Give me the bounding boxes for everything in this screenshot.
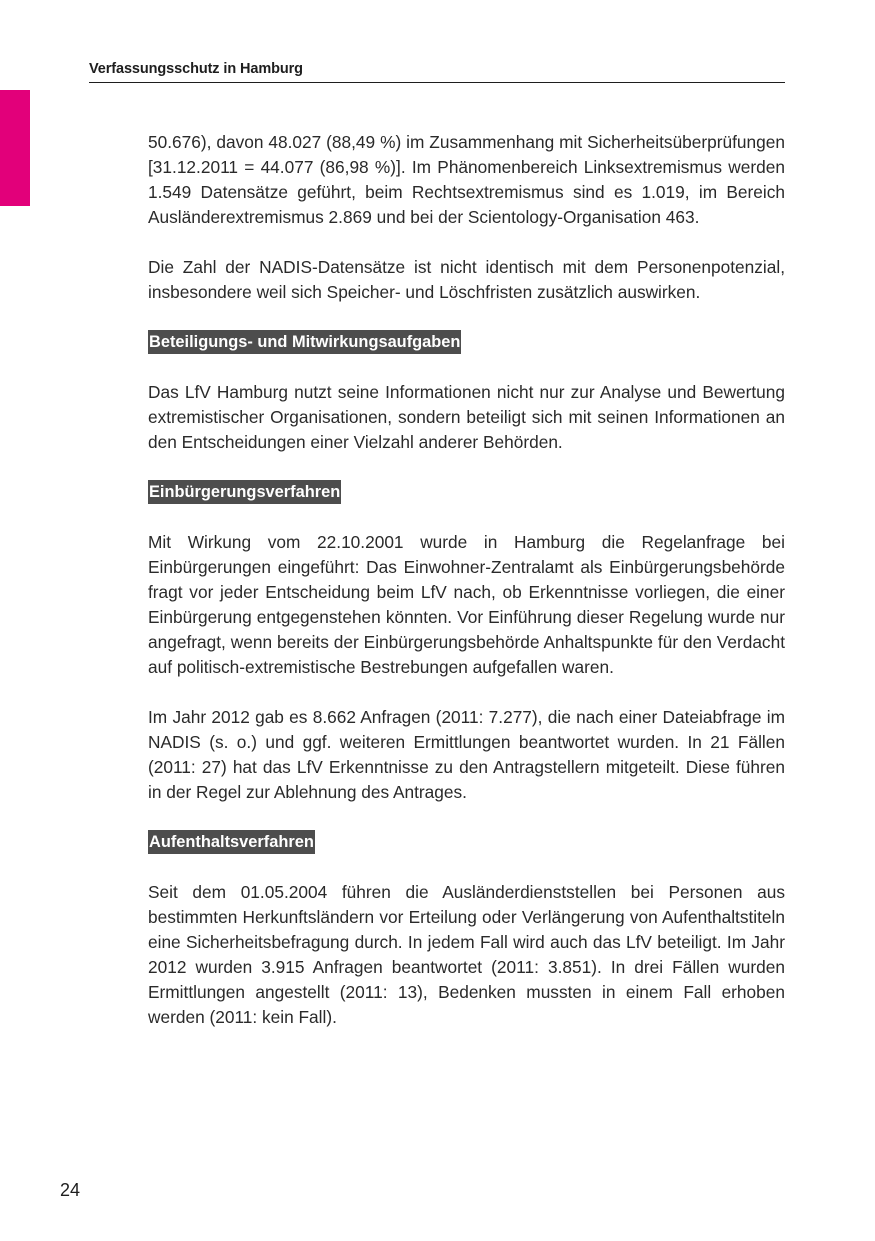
paragraph-beteiligung: Das LfV Hamburg nutzt seine Informationen nicht nur zur Analyse und Bewertung extremistischer Organisationen, sondern beteiligt sich mit seinen Informationen an den Entscheidungen einer Vielzahl anderer Behörden.	[148, 382, 785, 452]
paragraph-einbuergerung-zahlen: Im Jahr 2012 gab es 8.662 Anfragen (2011: 7.277), die nach einer Dateiabfrage im NADIS (s. o.) und ggf. weiteren Ermittlungen beantwortet wurden. In 21 Fällen (2011: 27) hat das LfV Erkenntnisse zu den Antragstellern mitgeteilt. Diese führen in der Regel zur Ablehnung des Antrages.	[148, 707, 785, 802]
paragraph-aufenthalt: Seit dem 01.05.2004 führen die Ausländerdienststellen bei Personen aus bestimmten Herkunftsländern vor Erteilung oder Verlängerung von Aufenthaltstiteln eine Sicherheitsbefragung durch. In jedem Fall wird auch das LfV beteiligt. Im Jahr 2012 wurden 3.915 Anfragen beantwortet (2011: 3.851). In drei Fällen wurden Ermittlungen angestellt (2011: 13), Bedenken mussten in einem Fall erhoben werden (2011: kein Fall).	[148, 882, 785, 1027]
running-header-title: Verfassungsschutz in Hamburg	[89, 61, 303, 77]
page-number: 24	[60, 1180, 81, 1200]
section-heading-wrap	[148, 330, 785, 355]
section-heading-aufenthalt: Aufenthaltsverfahren	[148, 830, 315, 854]
paragraph-nadis-statistics: 50.676), davon 48.027 (88,49 %) im Zusammenhang mit Sicherheitsüberprüfungen [31.12.2011 = 44.077 (86,98 %)]. Im Phänomenbereich Linksextremismus werden 1.549 Datensätze geführt, beim Rechtsextremismus sind es 1.019, im Bereich Ausländerextremismus 2.869 und bei der Scientology-Organisation 463.	[148, 132, 785, 227]
page-body	[148, 130, 785, 1030]
section-heading-wrap	[148, 830, 785, 855]
paragraph-nadis-note: Die Zahl der NADIS-Datensätze ist nicht identisch mit dem Personenpotenzial, insbesondere weil sich Speicher- und Löschfristen zusätzlich auswirken.	[148, 257, 785, 302]
section-heading-wrap	[148, 480, 785, 505]
running-header	[89, 58, 785, 83]
section-heading-einbuergerung: Einbürgerungsverfahren	[148, 480, 341, 504]
chapter-accent-bar	[0, 90, 30, 206]
section-heading-beteiligung: Beteiligungs- und Mitwirkungsaufgaben	[148, 330, 461, 354]
paragraph-einbuergerung-regelanfrage: Mit Wirkung vom 22.10.2001 wurde in Hamburg die Regelanfrage bei Einbürgerungen eingeführt: Das Einwohner-Zentralamt als Einbürgerungsbehörde fragt vor jeder Entscheidung beim LfV nach, ob Erkenntnisse vorliegen, die einer Einbürgerung entgegenstehen könnten. Vor Einführung dieser Regelung wurde nur angefragt, wenn bereits der Einbürgerungsbehörde Anhaltspunkte für den Verdacht auf politisch-extremistische Bestrebungen aufgefallen waren.	[148, 532, 785, 677]
